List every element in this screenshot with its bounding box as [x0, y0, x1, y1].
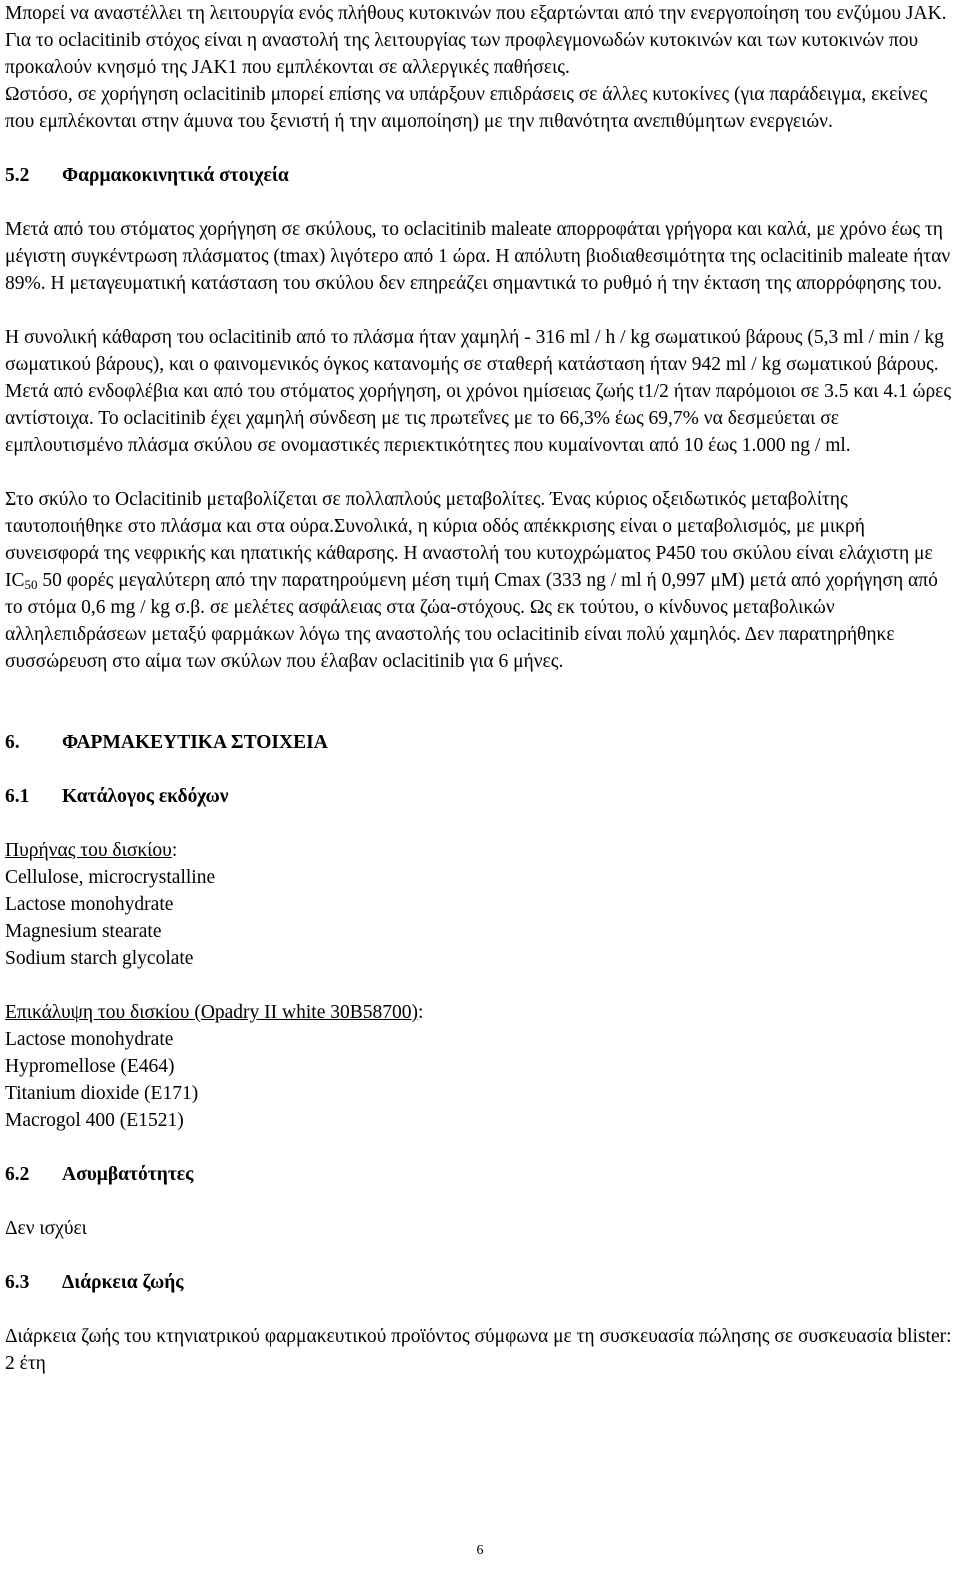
pk-paragraph-3: Στο σκύλο το Oclacitinib μεταβολίζεται σε πολλαπλούς μεταβολίτες. Ένας κύριος οξειδωτικός μεταβολίτης ταυτοποιήθηκε στο πλάσμα και στα ούρα.Συνολικά, η κύρια οδός απέκκρισης είναι ο μεταβολισμός, με μικρή συνεισφορά της νεφρικής και ηπατικής κάθαρσης. Η αναστολή του κυτοχρώματος P450 του σκύλου είναι ελάχιστη με $IC_{50}$ 50 φορές μεγαλύτερη από την παρατηρούμενη μέση τιμή Cmax (333 ng / ml ή 0,997 μM) μετά από χορήγηση από το στόμα 0,6 mg / kg σ.β. σε μελέτες ασφάλειας στα ζώα-στόχους. Ως εκ τούτου, ο κίνδυνος μεταβολικών αλληλεπιδράσεων μεταξύ φαρμάκων λόγω της αναστολής του oclacitinib είναι πολύ χαμηλός. Δεν παρατηρήθηκε συσσώρευση στο αίμα των σκύλων που έλαβαν oclacitinib για 6 μήνες.	[5, 489, 938, 672]
section-title: Διάρκεια ζωής	[62, 1272, 184, 1293]
list-item: Magnesium stearate	[5, 921, 162, 942]
section-number: 6.	[5, 732, 20, 753]
subscript: 50	[24, 577, 38, 592]
core-excipient-list	[5, 864, 957, 972]
shelf-life-text: Διάρκεια ζωής του κτηνιατρικού φαρμακευτικού προϊόντος σύμφωνα με τη συσκευασία πώλησης σε συσκευασία blister: 2 έτη	[5, 1326, 952, 1374]
section-5-2-heading	[5, 162, 957, 189]
section-title: ΦΑΡΜΑΚΕΥΤΙΚΑ ΣΤΟΙΧΕΙΑ	[62, 732, 328, 753]
coating-label: Επικάλυψη του δισκίου (Opadry II white 30B58700):	[5, 1002, 424, 1023]
incompatibilities-text: Δεν ισχύει	[5, 1218, 87, 1239]
section-title: Φαρμακοκινητικά στοιχεία	[62, 165, 289, 186]
section-title: Ασυμβατότητες	[62, 1164, 194, 1185]
list-item: Titanium dioxide (E171)	[5, 1083, 199, 1104]
list-item: Macrogol 400 (E1521)	[5, 1110, 184, 1131]
list-item: Sodium starch glycolate	[5, 948, 194, 969]
intro-paragraph-3: Ωστόσο, σε χορήγηση oclacitinib μπορεί επίσης να υπάρξουν επιδράσεις σε άλλες κυτοκίνες (για παράδειγμα, εκείνες που εμπλέκονται στην άμυνα του ξενιστή ή την αιμοποίηση) με την πιθανότητα ανεπιθύμητων ενεργειών.	[5, 84, 928, 132]
list-item: Cellulose, microcrystalline	[5, 867, 216, 888]
document-page	[5, 0, 957, 1377]
pk-paragraph-2: Η συνολική κάθαρση του oclacitinib από το πλάσμα ήταν χαμηλή - 316 ml / h / kg σωματικού βάρους (5,3 ml / min / kg σωματικού βάρους), και ο φαινομενικός όγκος κατανομής σε σταθερή κατάσταση ήταν 942 ml / kg σωματικού βάρους. Μετά από ενδοφλέβια και από του στόματος χορήγηση, οι χρόνοι ημίσειας ζωής t1/2 ήταν παρόμοιοι σε 3.5 και 4.1 ώρες αντίστοιχα. Το oclacitinib έχει χαμηλή σύνδεση με τις πρωτεΐνες με το 66,3% έως 69,7% να δεσμεύεται σε εμπλουτισμένο πλάσμα σκύλου σε ονομαστικές περιεκτικότητες που κυμαίνονται από 10 έως 1.000 ng / ml.	[5, 327, 952, 456]
section-6-2-heading	[5, 1161, 957, 1188]
core-label: Πυρήνας του δισκίου:	[5, 840, 178, 861]
intro-paragraph-2: Για το oclacitinib στόχος είναι η αναστολή της λειτουργίας των προφλεγμονωδών κυτοκινών και των κυτοκινών που προκαλούν κνησμό της JAK1 που εμπλέκονται σε αλλεργικές παθήσεις.	[5, 30, 919, 78]
section-6-3-heading	[5, 1269, 957, 1296]
list-item: Hypromellose (E464)	[5, 1056, 175, 1077]
page-number: 6	[476, 1543, 484, 1558]
list-item: Lactose monohydrate	[5, 1029, 174, 1050]
section-number: 6.1	[5, 786, 30, 807]
section-6-1-heading	[5, 783, 957, 810]
section-title: Κατάλογος εκδόχων	[62, 786, 229, 807]
section-6-heading	[5, 729, 957, 756]
intro-paragraph-1: Μπορεί να αναστέλλει τη λειτουργία ενός πλήθους κυτοκινών που εξαρτώνται από την ενεργοποίηση του ενζύμου JAK.	[5, 3, 947, 24]
section-number: 6.2	[5, 1164, 30, 1185]
list-item: Lactose monohydrate	[5, 894, 174, 915]
pk-paragraph-1: Μετά από του στόματος χορήγηση σε σκύλους, το oclacitinib maleate απορροφάται γρήγορα και καλά, με χρόνο έως τη μέγιστη συγκέντρωση πλάσματος (tmax) λιγότερο από 1 ώρα. Η απόλυτη βιοδιαθεσιμότητα της oclacitinib maleate ήταν 89%. Η μεταγευματική κατάσταση του σκύλου δεν επηρεάζει σημαντικά το ρυθμό ή την έκταση της απορρόφησης του.	[5, 219, 951, 294]
section-number: 6.3	[5, 1272, 30, 1293]
coating-excipient-list	[5, 1026, 957, 1134]
section-number: 5.2	[5, 165, 30, 186]
